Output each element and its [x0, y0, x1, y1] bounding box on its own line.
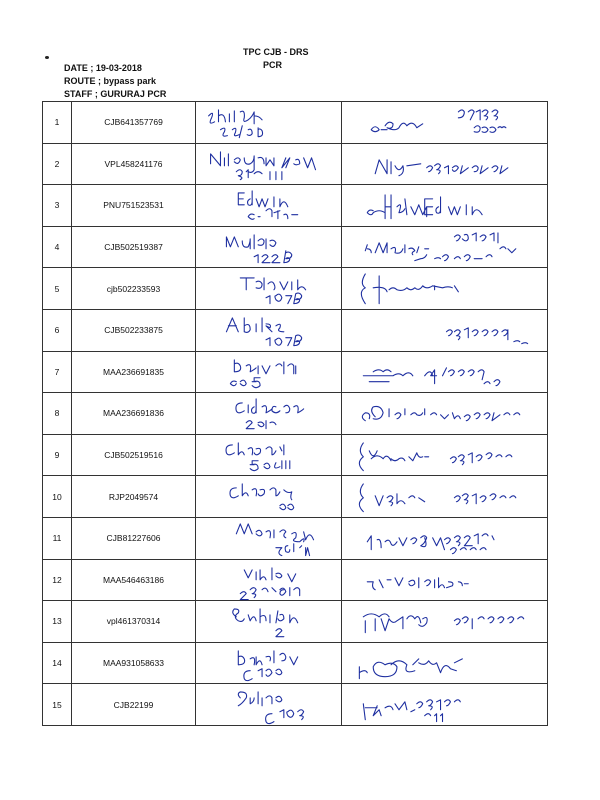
- table-row: [43, 226, 548, 268]
- handwritten-signature: [342, 268, 548, 310]
- handwritten-signature: [342, 351, 548, 393]
- handwritten-name: [196, 185, 342, 227]
- table-row: [43, 476, 548, 518]
- article-number: vpl461370314: [72, 601, 196, 643]
- serial-number: 11: [43, 517, 72, 559]
- handwritten-signature: [342, 559, 548, 601]
- handwritten-signature: [342, 102, 548, 144]
- article-number: PNU751523531: [72, 185, 196, 227]
- office-title: TPC CJB - DRS: [243, 47, 309, 57]
- table-row: [43, 559, 548, 601]
- table-row: [43, 393, 548, 435]
- table-row: [43, 434, 548, 476]
- serial-number: 3: [43, 185, 72, 227]
- delivery-register-table: [42, 101, 548, 726]
- handwritten-signature: [342, 143, 548, 185]
- serial-number: 13: [43, 601, 72, 643]
- serial-number: 5: [43, 268, 72, 310]
- handwritten-signature: [342, 434, 548, 476]
- serial-number: 12: [43, 559, 72, 601]
- serial-number: 1: [43, 102, 72, 144]
- article-number: MAA546463186: [72, 559, 196, 601]
- handwritten-name: [196, 351, 342, 393]
- handwritten-signature: [342, 393, 548, 435]
- article-number: CJB502519516: [72, 434, 196, 476]
- table-row: [43, 143, 548, 185]
- table-row: [43, 102, 548, 144]
- handwritten-signature: [342, 185, 548, 227]
- handwritten-signature: [342, 517, 548, 559]
- handwritten-name: [196, 601, 342, 643]
- handwritten-signature: [342, 309, 548, 351]
- handwritten-name: [196, 434, 342, 476]
- article-number: MAA236691835: [72, 351, 196, 393]
- staff-line: STAFF ; GURURAJ PCR: [64, 89, 167, 99]
- serial-number: 10: [43, 476, 72, 518]
- handwritten-name: [196, 393, 342, 435]
- article-number: CJB22199: [72, 684, 196, 726]
- handwritten-name: [196, 102, 342, 144]
- serial-number: 2: [43, 143, 72, 185]
- handwritten-signature: [342, 226, 548, 268]
- handwritten-signature: [342, 476, 548, 518]
- handwritten-name: [196, 143, 342, 185]
- handwritten-name: [196, 268, 342, 310]
- table-row: [43, 309, 548, 351]
- serial-number: 4: [43, 226, 72, 268]
- table-row: [43, 684, 548, 726]
- article-number: CJB502519387: [72, 226, 196, 268]
- table-row: [43, 268, 548, 310]
- serial-number: 8: [43, 393, 72, 435]
- article-number: CJB641357769: [72, 102, 196, 144]
- serial-number: 15: [43, 684, 72, 726]
- route-line: ROUTE ; bypass park: [64, 76, 157, 86]
- handwritten-name: [196, 559, 342, 601]
- handwritten-name: [196, 642, 342, 684]
- article-number: CJB81227606: [72, 517, 196, 559]
- article-number: RJP2049574: [72, 476, 196, 518]
- serial-number: 7: [43, 351, 72, 393]
- article-number: MAA931058633: [72, 642, 196, 684]
- article-number: VPL458241176: [72, 143, 196, 185]
- mark-dot: [45, 56, 49, 59]
- table-row: [43, 185, 548, 227]
- date-line: DATE ; 19-03-2018: [64, 63, 142, 73]
- form-title: PCR: [263, 60, 283, 70]
- article-number: MAA236691836: [72, 393, 196, 435]
- handwritten-name: [196, 517, 342, 559]
- handwritten-name: [196, 226, 342, 268]
- serial-number: 6: [43, 309, 72, 351]
- handwritten-signature: [342, 684, 548, 726]
- table-row: [43, 642, 548, 684]
- handwritten-name: [196, 476, 342, 518]
- handwritten-signature: [342, 642, 548, 684]
- table-row: [43, 351, 548, 393]
- table-row: [43, 601, 548, 643]
- handwritten-name: [196, 309, 342, 351]
- table-row: [43, 517, 548, 559]
- serial-number: 9: [43, 434, 72, 476]
- serial-number: 14: [43, 642, 72, 684]
- article-number: CJB502233875: [72, 309, 196, 351]
- article-number: cjb502233593: [72, 268, 196, 310]
- handwritten-name: [196, 684, 342, 726]
- handwritten-signature: [342, 601, 548, 643]
